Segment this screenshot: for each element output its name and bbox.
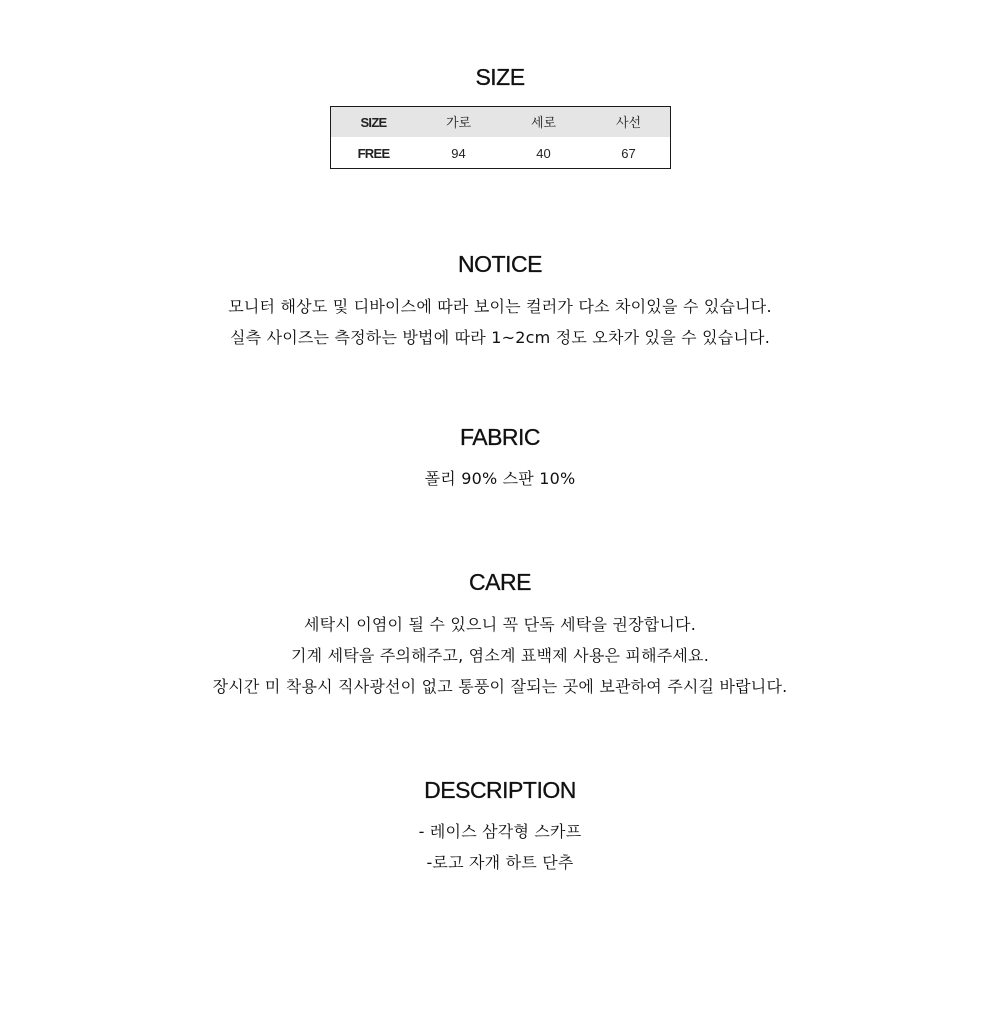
size-table-cell-height: 40	[536, 146, 551, 161]
size-table-header-row	[331, 107, 670, 137]
fabric-line-1: 폴리 90% 스판 10%	[424, 469, 576, 488]
size-table-header-diagonal: 사선	[615, 115, 642, 130]
size-table-row	[331, 138, 670, 168]
notice-section-title: NOTICE	[458, 251, 542, 277]
size-table-header-height: 세로	[530, 115, 557, 130]
size-table-header-width: 가로	[445, 115, 472, 130]
size-table	[330, 106, 671, 169]
size-table-cell-size: FREE	[357, 146, 390, 161]
fabric-section-title: FABRIC	[459, 424, 541, 450]
size-table-cell-width: 94	[451, 146, 466, 161]
care-line-2: 기계 세탁을 주의해주고, 염소계 표백제 사용은 피해주세요.	[290, 646, 710, 665]
size-section-title: SIZE	[475, 64, 525, 90]
description-line-2: -로고 자개 하트 단추	[426, 853, 574, 872]
notice-line-1: 모니터 해상도 및 디바이스에 따라 보이는 컬러가 다소 차이있을 수 있습니다.	[228, 297, 772, 316]
care-line-1: 세탁시 이염이 될 수 있으니 꼭 단독 세탁을 권장합니다.	[303, 615, 696, 634]
notice-line-2: 실측 사이즈는 측정하는 방법에 따라 1~2cm 정도 오차가 있을 수 있습니다.	[229, 328, 770, 347]
size-table-header-size: SIZE	[360, 115, 387, 130]
size-table-cell-diagonal: 67	[621, 146, 636, 161]
care-line-3: 장시간 미 착용시 직사광선이 없고 통풍이 잘되는 곳에 보관하여 주시길 바랍니다.	[212, 677, 788, 696]
description-section-title: DESCRIPTION	[424, 777, 576, 803]
care-section-title: CARE	[469, 569, 531, 595]
description-line-1: - 레이스 삼각형 스카프	[418, 822, 582, 841]
